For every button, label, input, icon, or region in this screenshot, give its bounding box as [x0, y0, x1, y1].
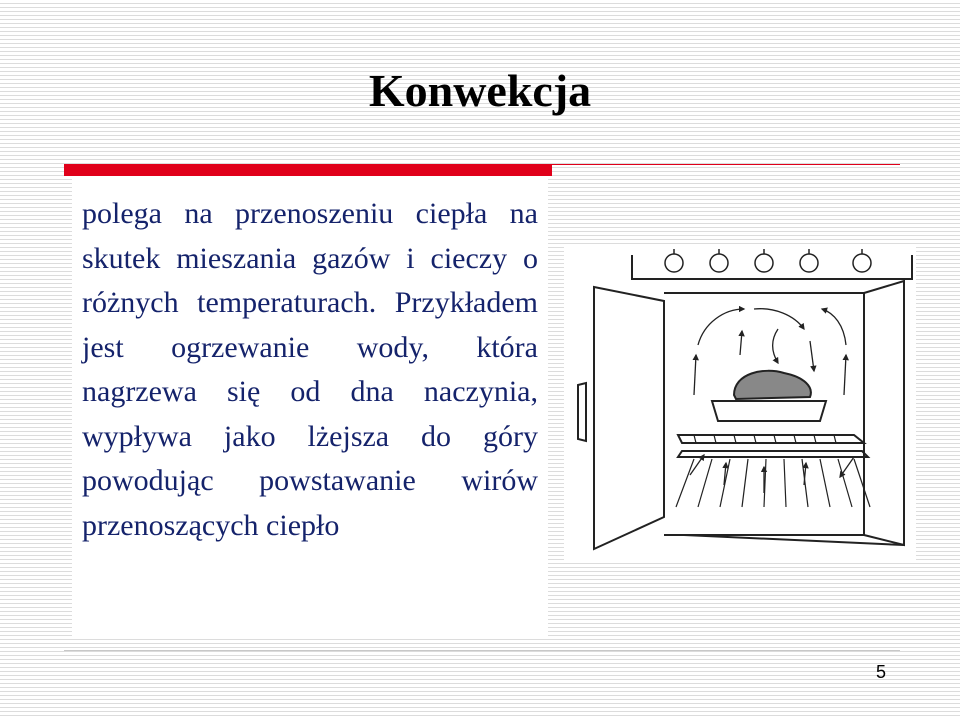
oven-door	[578, 287, 664, 549]
upper-rack	[678, 435, 864, 443]
title-accent-bar	[64, 164, 552, 176]
knob-icon	[853, 254, 871, 272]
knob-icon	[755, 254, 773, 272]
knob-icon	[800, 254, 818, 272]
footer-divider	[64, 650, 900, 651]
title-accent-line	[552, 164, 900, 165]
oven-illustration	[564, 245, 916, 560]
slide-title: Konwekcja	[368, 65, 592, 116]
knob-icon	[665, 254, 683, 272]
knob-icon	[710, 254, 728, 272]
body-text: polega na przenoszeniu ciepła na skutek mieszania gazów i cieczy o różnych temperaturach. Przykładem jest ogrzewanie wody, która nagrzewa się od dna naczynia, wypływa jako lżejsza do góry powodując powstawanie wirów przenoszących ciepło	[82, 197, 538, 542]
roasting-pan	[712, 371, 826, 421]
lower-rack	[676, 451, 870, 507]
oven-knobs	[665, 249, 871, 272]
slide-number: 5	[875, 662, 886, 682]
